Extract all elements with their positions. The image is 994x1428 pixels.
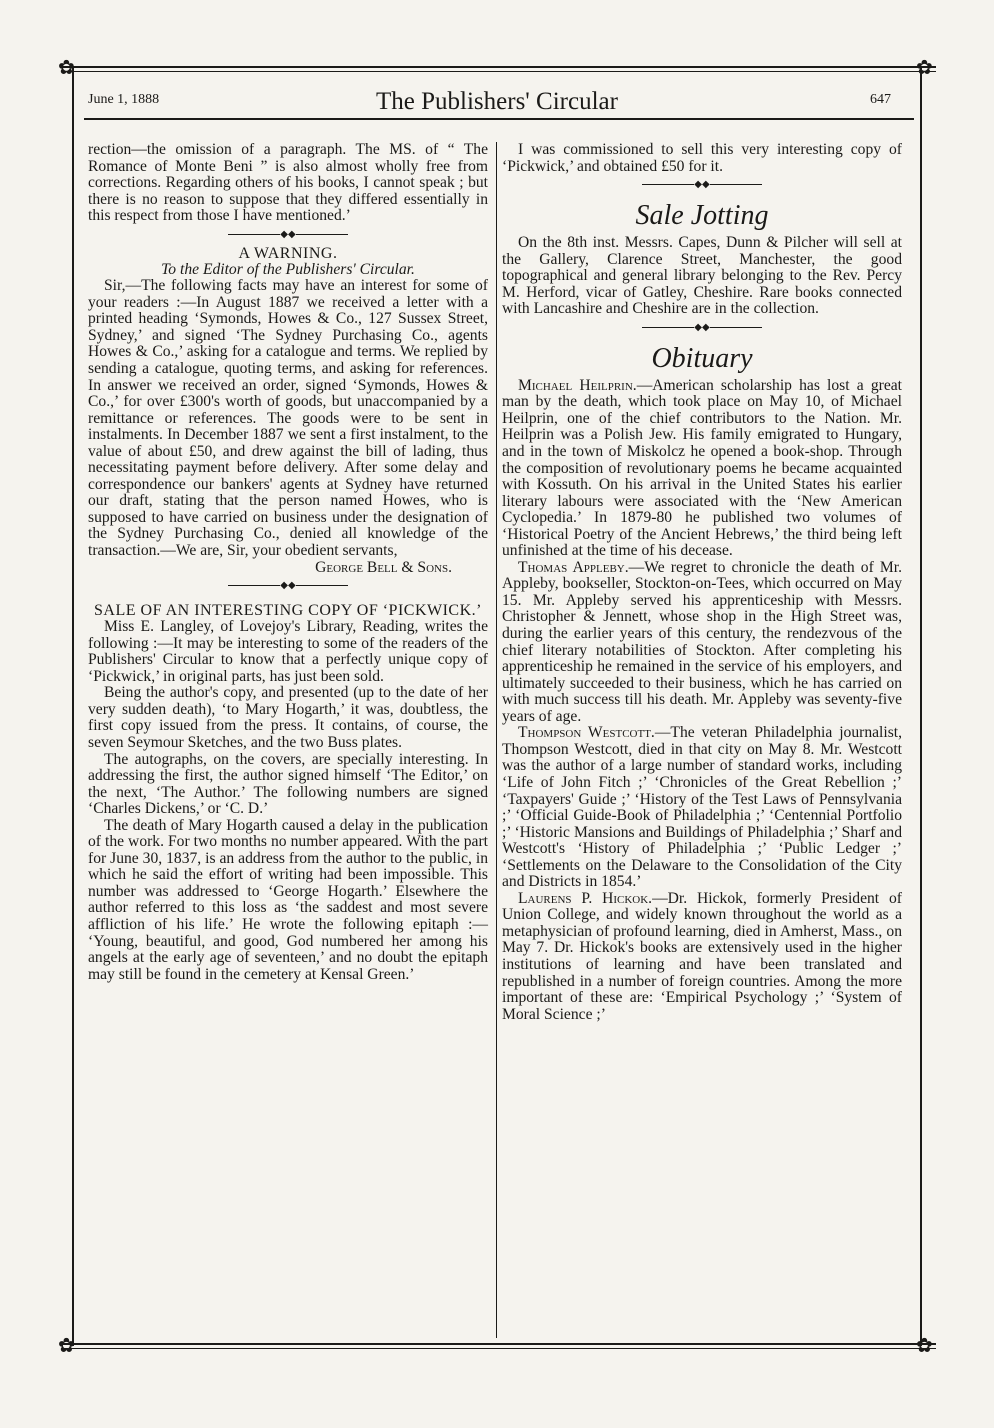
sale-paragraph: Miss E. Langley, of Lovejoy's Library, Reading, writes the following :—It may be interesting to some of the readers of the Publishers' Circular to know that a perfectly unique copy of ‘Pickwick,’ in original parts, has just been sold. xyxy=(88,618,488,685)
left-border-rule xyxy=(72,68,74,1346)
section-divider: ◆◆ xyxy=(502,177,902,193)
section-divider: ◆◆ xyxy=(88,578,488,594)
commission-paragraph: I was commissioned to sell this very interesting copy of ‘Pickwick,’ and obtained £50 for it. xyxy=(502,141,902,175)
bottom-border-rule xyxy=(62,1343,936,1345)
obituary-entry: Thompson Westcott.—The veteran Philadelphia journalist, Thompson Westcott, died in that city on May 8. Mr. Westcott was the author of a large number of standard works, including ‘Life of John Fitch ;’ ‘Chronicles of the Great Rebellion ;’ ‘Taxpayers' Guide ;’ ‘History of the Test Laws of Pennsylvania ;’ ‘Official Guide-Book of Philadelphia ;’ ‘Centennial Portfolio ;’ ‘Historic Mansions and Buildings of Philadelphia ;’ Sharf and Westcott's ‘History of Philadelphia ;’ ‘Public Ledger ;’ ‘Settlements on the Delaware to the Consolidation of the City and Districts in 1854.’ xyxy=(502,724,902,891)
sale-heading: SALE OF AN INTERESTING COPY OF ‘PICKWICK.’ xyxy=(94,602,482,620)
obituary-name: Thompson Westcott. xyxy=(518,724,655,742)
obituary-name: Michael Heilprin. xyxy=(518,376,637,394)
warning-signature: George Bell & Sons. xyxy=(315,558,452,576)
obituary-name: Laurens P. Hickok. xyxy=(518,889,653,907)
obituary-entry: Thomas Appleby.—We regret to chronicle the death of Mr. Appleby, bookseller, Stockton-on-Tees, which occurred on May 15. Mr. Appleby served his apprenticeship with Messrs. Christopher & Jennett, whose shop in the High Street was, during the earlier years of this century, the rendezvous of the chief literary notabilities of Stockton. After completing his apprenticeship he remained in the service of his employers, and ultimately succeeded to their business, which he has carried on with much success till his death. Mr. Appleby was seventy-five years of age. xyxy=(502,558,902,725)
corner-ornament-icon: ✿ xyxy=(916,1335,933,1357)
right-column xyxy=(502,142,902,1023)
warning-addressee: To the Editor of the Publishers' Circular. xyxy=(161,260,415,278)
section-divider: ◆◆ xyxy=(502,320,902,336)
sale-jotting-paragraph: On the 8th inst. Messrs. Capes, Dunn & Pilcher will sell at the Gallery, Clarence Street, Manchester, the good topographical and general library belonging to the Rev. Percy M. Herford, vicar of Gatley, Cheshire. Rare books connected with Lancashire and Cheshire are in the collection. xyxy=(502,234,902,318)
header-date: June 1, 1888 xyxy=(88,92,160,107)
obituary-entry: Michael Heilprin.—American scholarship has lost a great man by the death, which took place on May 10, of Michael Heilprin, one of the chief contributors to the Nation. Mr. Heilprin was a Polish Jew. His family emigrated to Hungary, and in the town of Miskolcz he opened a book-shop. Through the composition of revolutionary poems he became acquainted with Kossuth. On his arrival in the United States his earlier literary labours were associated with the ‘New American Cyclopedia.’ In 1879-80 he published two volumes of ‘Historical Poetry of the Ancient Hebrews,’ the third being left unfinished at the time of his decease. xyxy=(502,376,902,560)
warning-letter: Sir,—The following facts may have an interest for some of your readers :—In August 1887 we received a letter with a printed heading ‘Symonds, Howes & Co., 127 Sussex Street, Sydney,’ and signed ‘The Sydney Purchasing Co., agents Howes & Co.,’ asking for a catalogue and terms. We replied by sending a catalogue, quoting terms, and asking for references. In answer we received an order, signed ‘Symonds, Howes & Co.,’ for over £300's worth of goods, but unaccompanied by a remittance or references. The goods were to be sent in instalments. In December 1887 we sent a first instalment, to the value of about £50, and drew against the bill of lading, thus necessitating payment before delivery. After some delay and correspondence our bankers' agents at Sydney have returned our draft, stating that the person named Howes, who is supposed to have carried on business under the designation of the Sydney Purchasing Co., denied all knowledge of the transaction.—We are, Sir, your obedient servants, xyxy=(88,277,488,560)
page-title: The Publishers' Circular xyxy=(376,88,618,115)
sale-paragraph: The autographs, on the covers, are specially interesting. In addressing the first, the author signed himself ‘The Editor,’ on the next, ‘The Author.’ The following numbers are signed ‘Charles Dickens,’ or ‘C. D.’ xyxy=(88,750,488,818)
sale-jotting-heading: Sale Jotting xyxy=(635,200,769,232)
obituary-entry: Laurens P. Hickok.—Dr. Hickok, formerly President of Union College, and widely known throughout the world as a metaphysician of profound learning, died in Amherst, Mass., on May 7. Dr. Hickok's books are extensively used in the higher institutions of learning and have been translated and republished in a number of foreign countries. Among the more important of these are: ‘Empirical Psychology ;’ ‘System of Moral Science ;’ xyxy=(502,889,902,1023)
sale-paragraph: The death of Mary Hogarth caused a delay in the publication of the work. For two months no number appeared. With the part for June 30, 1837, is an address from the author to the public, in which he said the effort of writing had been impossible. This number was addressed to ‘George Hogarth.’ Elsewhere the author referred to this loss as ‘the saddest and most severe affliction of his life.’ He wrote the following epitaph :— ‘Young, beautiful, and good, God numbered her among his angels at the early age of seventeen,’ and no doubt the epitaph may still be found in the cemetery at Kensal Green.’ xyxy=(88,816,488,983)
corner-ornament-icon: ✿ xyxy=(58,1335,75,1357)
left-column xyxy=(88,142,488,983)
top-border-rule-inner xyxy=(62,71,936,72)
bottom-border-rule-inner xyxy=(62,1348,936,1349)
right-border-rule xyxy=(920,68,922,1346)
top-border-rule xyxy=(62,66,936,68)
page-number: 647 xyxy=(870,92,891,107)
section-divider: ◆◆ xyxy=(88,227,488,243)
warning-heading: A WARNING. xyxy=(238,244,338,262)
corner-ornament-icon: ✿ xyxy=(58,57,75,79)
header-rule xyxy=(84,118,914,120)
column-divider xyxy=(496,142,497,1338)
intro-paragraph: rection—the omission of a paragraph. The MS. of “ The Romance of Monte Beni ” is also almost wholly free from corrections. Regarding others of his books, I cannot speak ; but there is no reason to suppose that they differed essentially in this respect from those I have mentioned.’ xyxy=(88,141,488,225)
corner-ornament-icon: ✿ xyxy=(916,57,933,79)
obituary-name: Thomas Appleby. xyxy=(518,558,629,576)
sale-paragraph: Being the author's copy, and presented (up to the date of her very sudden death), ‘to Mary Hogarth,’ it was, doubtless, the first copy issued from the press. It contains, of course, the seven Seymour Sketches, and the two Buss plates. xyxy=(88,684,488,751)
obituary-heading: Obituary xyxy=(651,342,753,374)
